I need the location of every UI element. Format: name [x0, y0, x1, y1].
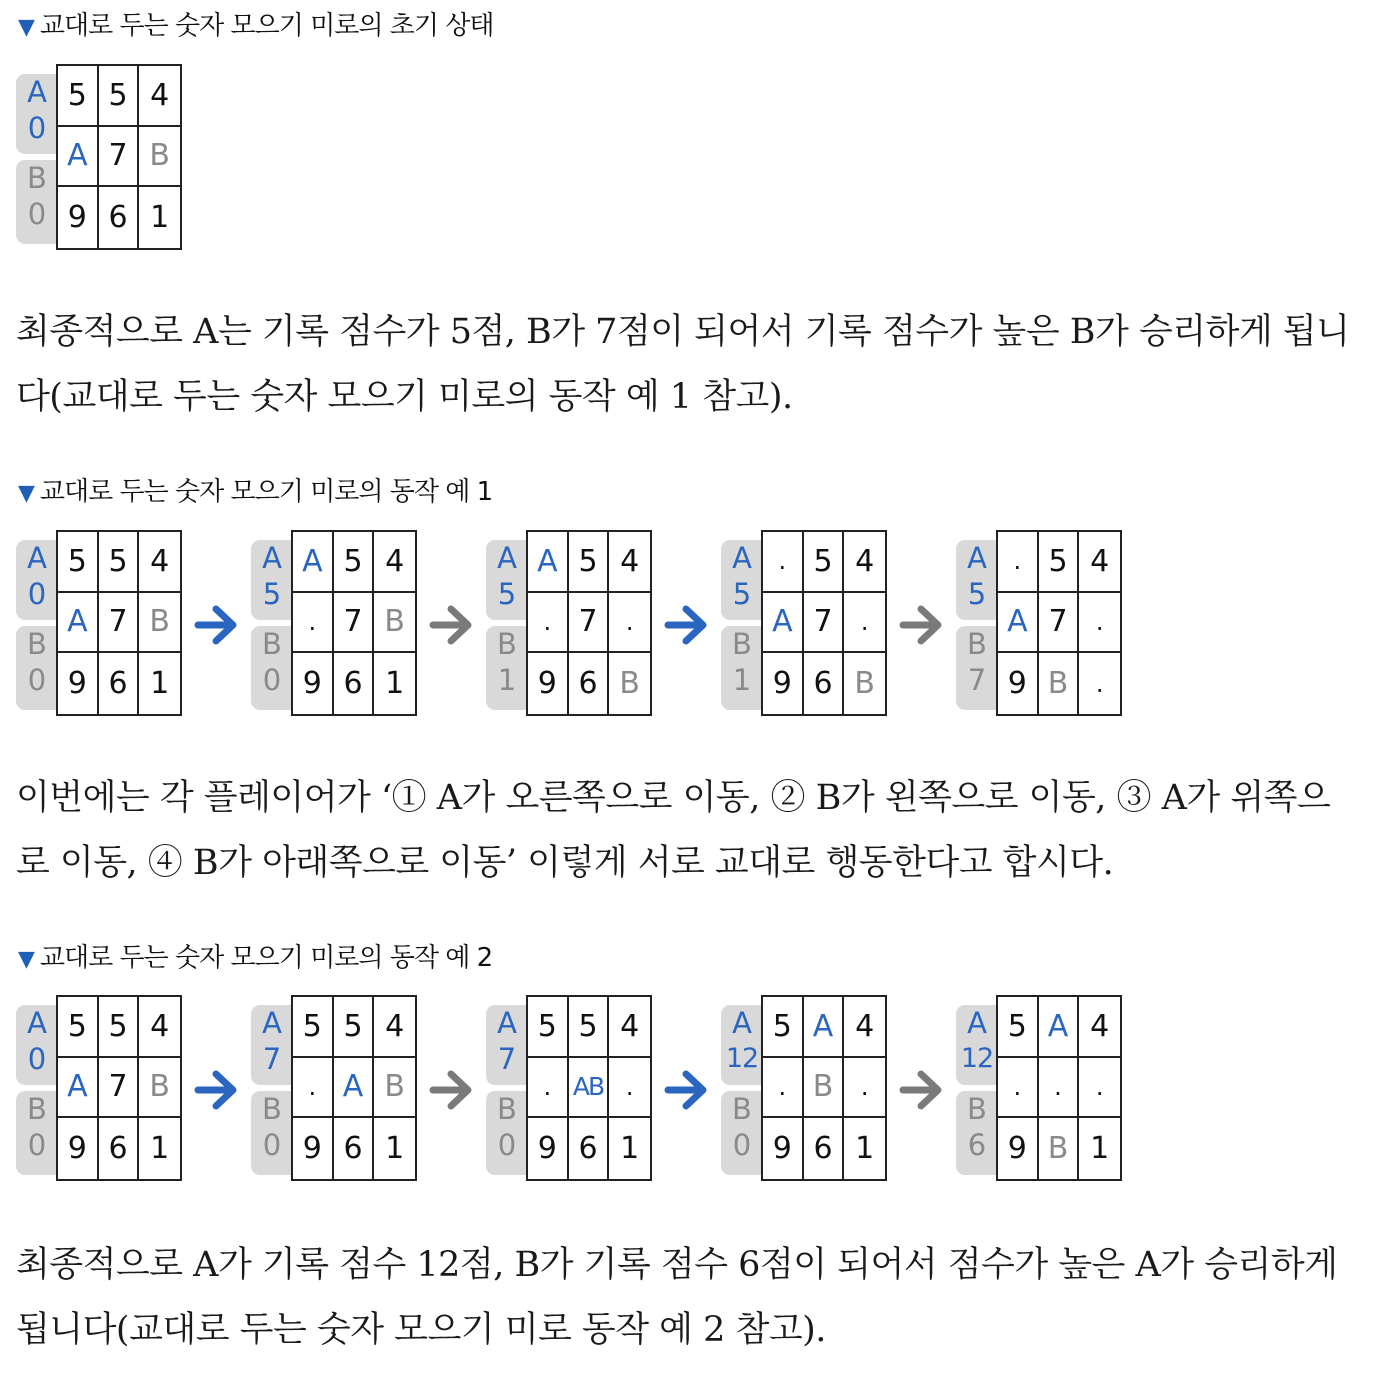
score-b-label: B: [27, 1092, 47, 1126]
arrow-right-gray-icon: [429, 602, 475, 648]
maze-cell: 7: [804, 593, 845, 654]
score-a-value: 7: [262, 1042, 282, 1076]
maze-cell: A: [58, 1058, 99, 1119]
caption-text: 교대로 두는 숫자 모으기 미로의 동작 예 2: [39, 943, 493, 973]
maze-cell: 5: [569, 997, 610, 1058]
score-b-label: B: [27, 161, 47, 195]
triangle-marker-icon: ▼: [18, 947, 34, 972]
triangle-marker-icon: ▼: [18, 481, 34, 506]
score-a: [486, 1005, 528, 1085]
maze-cell: 7: [334, 593, 375, 654]
maze-grid: [56, 995, 182, 1181]
arrow-right-gray-icon: [899, 1067, 945, 1113]
maze-cell: 9: [763, 653, 804, 714]
maze-grid: [56, 64, 182, 250]
score-a-label: A: [27, 75, 47, 109]
maze-cell: 4: [844, 532, 885, 593]
maze-cell: .: [293, 1058, 334, 1119]
maze-cell: 9: [528, 653, 569, 714]
maze-cell: .: [1095, 669, 1104, 698]
maze-cell: B: [139, 127, 180, 188]
maze-cell: 4: [374, 997, 415, 1058]
maze-cell: A: [763, 593, 804, 654]
maze-cell: 5: [58, 66, 99, 127]
maze-cell: 9: [58, 187, 99, 248]
score-b: [721, 626, 763, 710]
paragraph-move-order: 이번에는 각 플레이어가 ‘① A가 오른쪽으로 이동, ② B가 왼쪽으로 이동, ③ A가 위쪽으로 이동, ④ B가 아래쪽으로 이동’ 이렇게 서로 교대로 행동한다고 합시다.: [16, 778, 1331, 883]
maze-cell: 1: [385, 666, 405, 702]
maze-cell: A: [1039, 997, 1080, 1058]
score-b-label: B: [497, 1092, 517, 1126]
maze-cell: A: [334, 1058, 375, 1119]
maze-cell: .: [1079, 1058, 1120, 1119]
maze-cell: B: [139, 593, 180, 654]
caption-text: 교대로 두는 숫자 모으기 미로의 동작 예 1: [39, 477, 493, 507]
score-b-value: 0: [497, 1128, 517, 1162]
arrow-right-gray-icon: [899, 602, 945, 648]
maze-cell: 5: [58, 532, 99, 593]
maze-grid: [291, 995, 417, 1181]
maze-cell: A: [293, 532, 334, 593]
score-a: [251, 1005, 293, 1085]
arrow-right-blue-icon: [194, 602, 240, 648]
arrow-right-blue-icon: [194, 1067, 240, 1113]
score-a-label: A: [27, 1006, 47, 1040]
maze-grid: [291, 530, 417, 716]
maze-cell: .: [1079, 593, 1120, 654]
score-a-label: A: [262, 1006, 282, 1040]
maze-cell: 4: [374, 532, 415, 593]
maze-cell: B: [804, 1058, 845, 1119]
maze-cell: 6: [334, 653, 375, 714]
maze-cell: 1: [150, 1131, 170, 1167]
score-a: [956, 1005, 998, 1085]
score-a-label: A: [967, 1006, 987, 1040]
score-a-label: A: [732, 541, 752, 575]
maze-cell: B: [1039, 1118, 1080, 1179]
maze-cell: 9: [58, 1118, 99, 1179]
maze-cell: 7: [569, 593, 610, 654]
maze-state: [956, 995, 1124, 1183]
score-a-label: A: [262, 541, 282, 575]
score-b-value: 0: [27, 197, 47, 231]
score-a: [16, 1005, 58, 1085]
maze-cell: 4: [139, 66, 180, 127]
initial-state-row: [16, 64, 1356, 252]
maze-cell: A: [528, 532, 569, 593]
score-b-label: B: [967, 1092, 987, 1126]
maze-cell: AB: [569, 1058, 610, 1119]
score-a-value: 5: [967, 577, 987, 611]
arrow-right-blue-icon: [664, 602, 710, 648]
maze-cell: B: [1039, 653, 1080, 714]
maze-state: [16, 530, 184, 718]
paragraph-result-example-1: 최종적으로 A는 기록 점수가 5점, B가 7점이 되어서 기록 점수가 높은 B가 승리하게 됩니다(교대로 두는 숫자 모으기 미로의 동작 예 1 참고).: [16, 312, 1350, 417]
maze-cell: .: [844, 1058, 885, 1119]
maze-cell: 5: [998, 997, 1039, 1058]
maze-cell: B: [854, 666, 875, 702]
maze-state: [721, 995, 889, 1183]
score-a-value: 12: [725, 1043, 759, 1074]
score-b: [486, 626, 528, 710]
caption-example-2: [18, 940, 492, 976]
score-b-label: B: [732, 1092, 752, 1126]
score-a: [251, 540, 293, 620]
score-a-value: 5: [262, 577, 282, 611]
maze-cell: 1: [385, 1131, 405, 1167]
score-b-value: 0: [27, 1128, 47, 1162]
maze-cell: 5: [804, 532, 845, 593]
score-b-label: B: [262, 627, 282, 661]
score-a-value: 12: [960, 1043, 994, 1074]
paragraph-result-example-2: 최종적으로 A가 기록 점수 12점, B가 기록 점수 6점이 되어서 점수가 높은 A가 승리하게 됩니다(교대로 두는 숫자 모으기 미로 동작 예 2 참고).: [16, 1245, 1338, 1350]
maze-cell: 5: [99, 532, 140, 593]
arrow-right-blue-icon: [664, 1067, 710, 1113]
maze-cell: A: [58, 127, 99, 188]
score-b-label: B: [497, 627, 517, 661]
maze-cell: 1: [855, 1131, 875, 1167]
maze-cell: 5: [99, 997, 140, 1058]
maze-state: [16, 995, 184, 1183]
maze-grid: [526, 995, 652, 1181]
score-b: [956, 1091, 998, 1175]
maze-cell: 6: [99, 187, 140, 248]
maze-cell: 1: [1090, 1131, 1110, 1167]
maze-cell: .: [1039, 1058, 1080, 1119]
score-a-label: A: [497, 1006, 517, 1040]
maze-cell: 6: [99, 653, 140, 714]
maze-cell: .: [609, 1058, 650, 1119]
score-a-value: 0: [27, 1042, 47, 1076]
maze-cell: 7: [99, 593, 140, 654]
maze-cell: 5: [99, 66, 140, 127]
maze-cell: .: [844, 593, 885, 654]
score-b: [486, 1091, 528, 1175]
maze-cell: 7: [99, 1058, 140, 1119]
arrow-right-gray-icon: [429, 1067, 475, 1113]
maze-grid: [526, 530, 652, 716]
maze-cell: 1: [150, 666, 170, 702]
score-a-label: A: [27, 541, 47, 575]
maze-grid: [996, 995, 1122, 1181]
maze-cell: 1: [620, 1131, 640, 1167]
maze-cell: 6: [569, 653, 610, 714]
maze-cell: 9: [528, 1118, 569, 1179]
score-b-value: 0: [262, 663, 282, 697]
maze-cell: .: [293, 593, 334, 654]
maze-cell: 9: [293, 653, 334, 714]
score-b: [251, 1091, 293, 1175]
maze-cell: 1: [150, 200, 170, 236]
maze-cell: B: [374, 593, 415, 654]
maze-cell: A: [998, 593, 1039, 654]
maze-cell: 9: [998, 653, 1039, 714]
maze-cell: 9: [763, 1118, 804, 1179]
triangle-marker-icon: ▼: [18, 15, 34, 40]
caption-initial-state: [18, 8, 493, 44]
maze-cell: .: [528, 1058, 569, 1119]
maze-cell: 5: [334, 532, 375, 593]
score-b: [16, 626, 58, 710]
score-b: [956, 626, 998, 710]
score-b-label: B: [262, 1092, 282, 1126]
score-b-value: 1: [497, 663, 517, 697]
maze-state: [486, 995, 654, 1183]
maze-cell: B: [619, 666, 640, 702]
maze-grid: [56, 530, 182, 716]
maze-cell: 7: [99, 127, 140, 188]
maze-cell: .: [998, 532, 1039, 593]
score-b-value: 6: [967, 1128, 987, 1162]
maze-cell: 6: [99, 1118, 140, 1179]
score-b-label: B: [27, 627, 47, 661]
caption-example-1: [18, 474, 492, 510]
maze-cell: 4: [139, 532, 180, 593]
maze-cell: 4: [609, 532, 650, 593]
score-a-value: 5: [497, 577, 517, 611]
maze-cell: 5: [334, 997, 375, 1058]
maze-state: [251, 530, 419, 718]
maze-cell: 5: [58, 997, 99, 1058]
example-1-row: [16, 530, 1356, 718]
maze-grid: [761, 530, 887, 716]
example-2-row: [16, 995, 1356, 1183]
maze-cell: .: [998, 1058, 1039, 1119]
maze-cell: 9: [293, 1118, 334, 1179]
score-a: [16, 74, 58, 154]
maze-cell: 5: [1039, 532, 1080, 593]
maze-cell: 6: [334, 1118, 375, 1179]
score-a: [721, 1005, 763, 1085]
score-b-value: 0: [262, 1128, 282, 1162]
score-b: [251, 626, 293, 710]
maze-cell: 5: [569, 532, 610, 593]
maze-cell: A: [58, 593, 99, 654]
score-b-value: 1: [732, 663, 752, 697]
score-b-label: B: [967, 627, 987, 661]
score-b-value: 0: [732, 1128, 752, 1162]
maze-cell: B: [374, 1058, 415, 1119]
maze-cell: 6: [804, 1118, 845, 1179]
score-a-value: 5: [732, 577, 752, 611]
maze-cell: 4: [609, 997, 650, 1058]
maze-state: [16, 64, 184, 252]
score-b-value: 0: [27, 663, 47, 697]
maze-cell: 6: [569, 1118, 610, 1179]
maze-cell: A: [804, 997, 845, 1058]
score-b-value: 7: [967, 663, 987, 697]
maze-cell: 4: [139, 997, 180, 1058]
score-a: [16, 540, 58, 620]
score-a: [721, 540, 763, 620]
score-b: [16, 1091, 58, 1175]
score-a: [956, 540, 998, 620]
maze-cell: 9: [998, 1118, 1039, 1179]
maze-cell: 5: [528, 997, 569, 1058]
maze-state: [956, 530, 1124, 718]
maze-cell: 6: [804, 653, 845, 714]
score-a-value: 7: [497, 1042, 517, 1076]
maze-cell: .: [763, 532, 804, 593]
maze-grid: [761, 995, 887, 1181]
maze-cell: 5: [763, 997, 804, 1058]
maze-cell: .: [763, 1058, 804, 1119]
maze-cell: 4: [1079, 532, 1120, 593]
score-b: [16, 160, 58, 244]
maze-grid: [996, 530, 1122, 716]
maze-cell: 4: [844, 997, 885, 1058]
maze-cell: 9: [58, 653, 99, 714]
maze-cell: 7: [1039, 593, 1080, 654]
score-a: [486, 540, 528, 620]
score-a-value: 0: [27, 111, 47, 145]
caption-text: 교대로 두는 숫자 모으기 미로의 초기 상태: [39, 11, 494, 41]
maze-state: [721, 530, 889, 718]
score-a-label: A: [967, 541, 987, 575]
maze-cell: .: [528, 593, 569, 654]
score-a-label: A: [497, 541, 517, 575]
maze-state: [251, 995, 419, 1183]
maze-cell: .: [609, 593, 650, 654]
score-a-value: 0: [27, 577, 47, 611]
score-a-label: A: [732, 1006, 752, 1040]
maze-cell: 5: [293, 997, 334, 1058]
maze-state: [486, 530, 654, 718]
score-b: [721, 1091, 763, 1175]
maze-cell: B: [139, 1058, 180, 1119]
score-b-label: B: [732, 627, 752, 661]
maze-cell: 4: [1079, 997, 1120, 1058]
